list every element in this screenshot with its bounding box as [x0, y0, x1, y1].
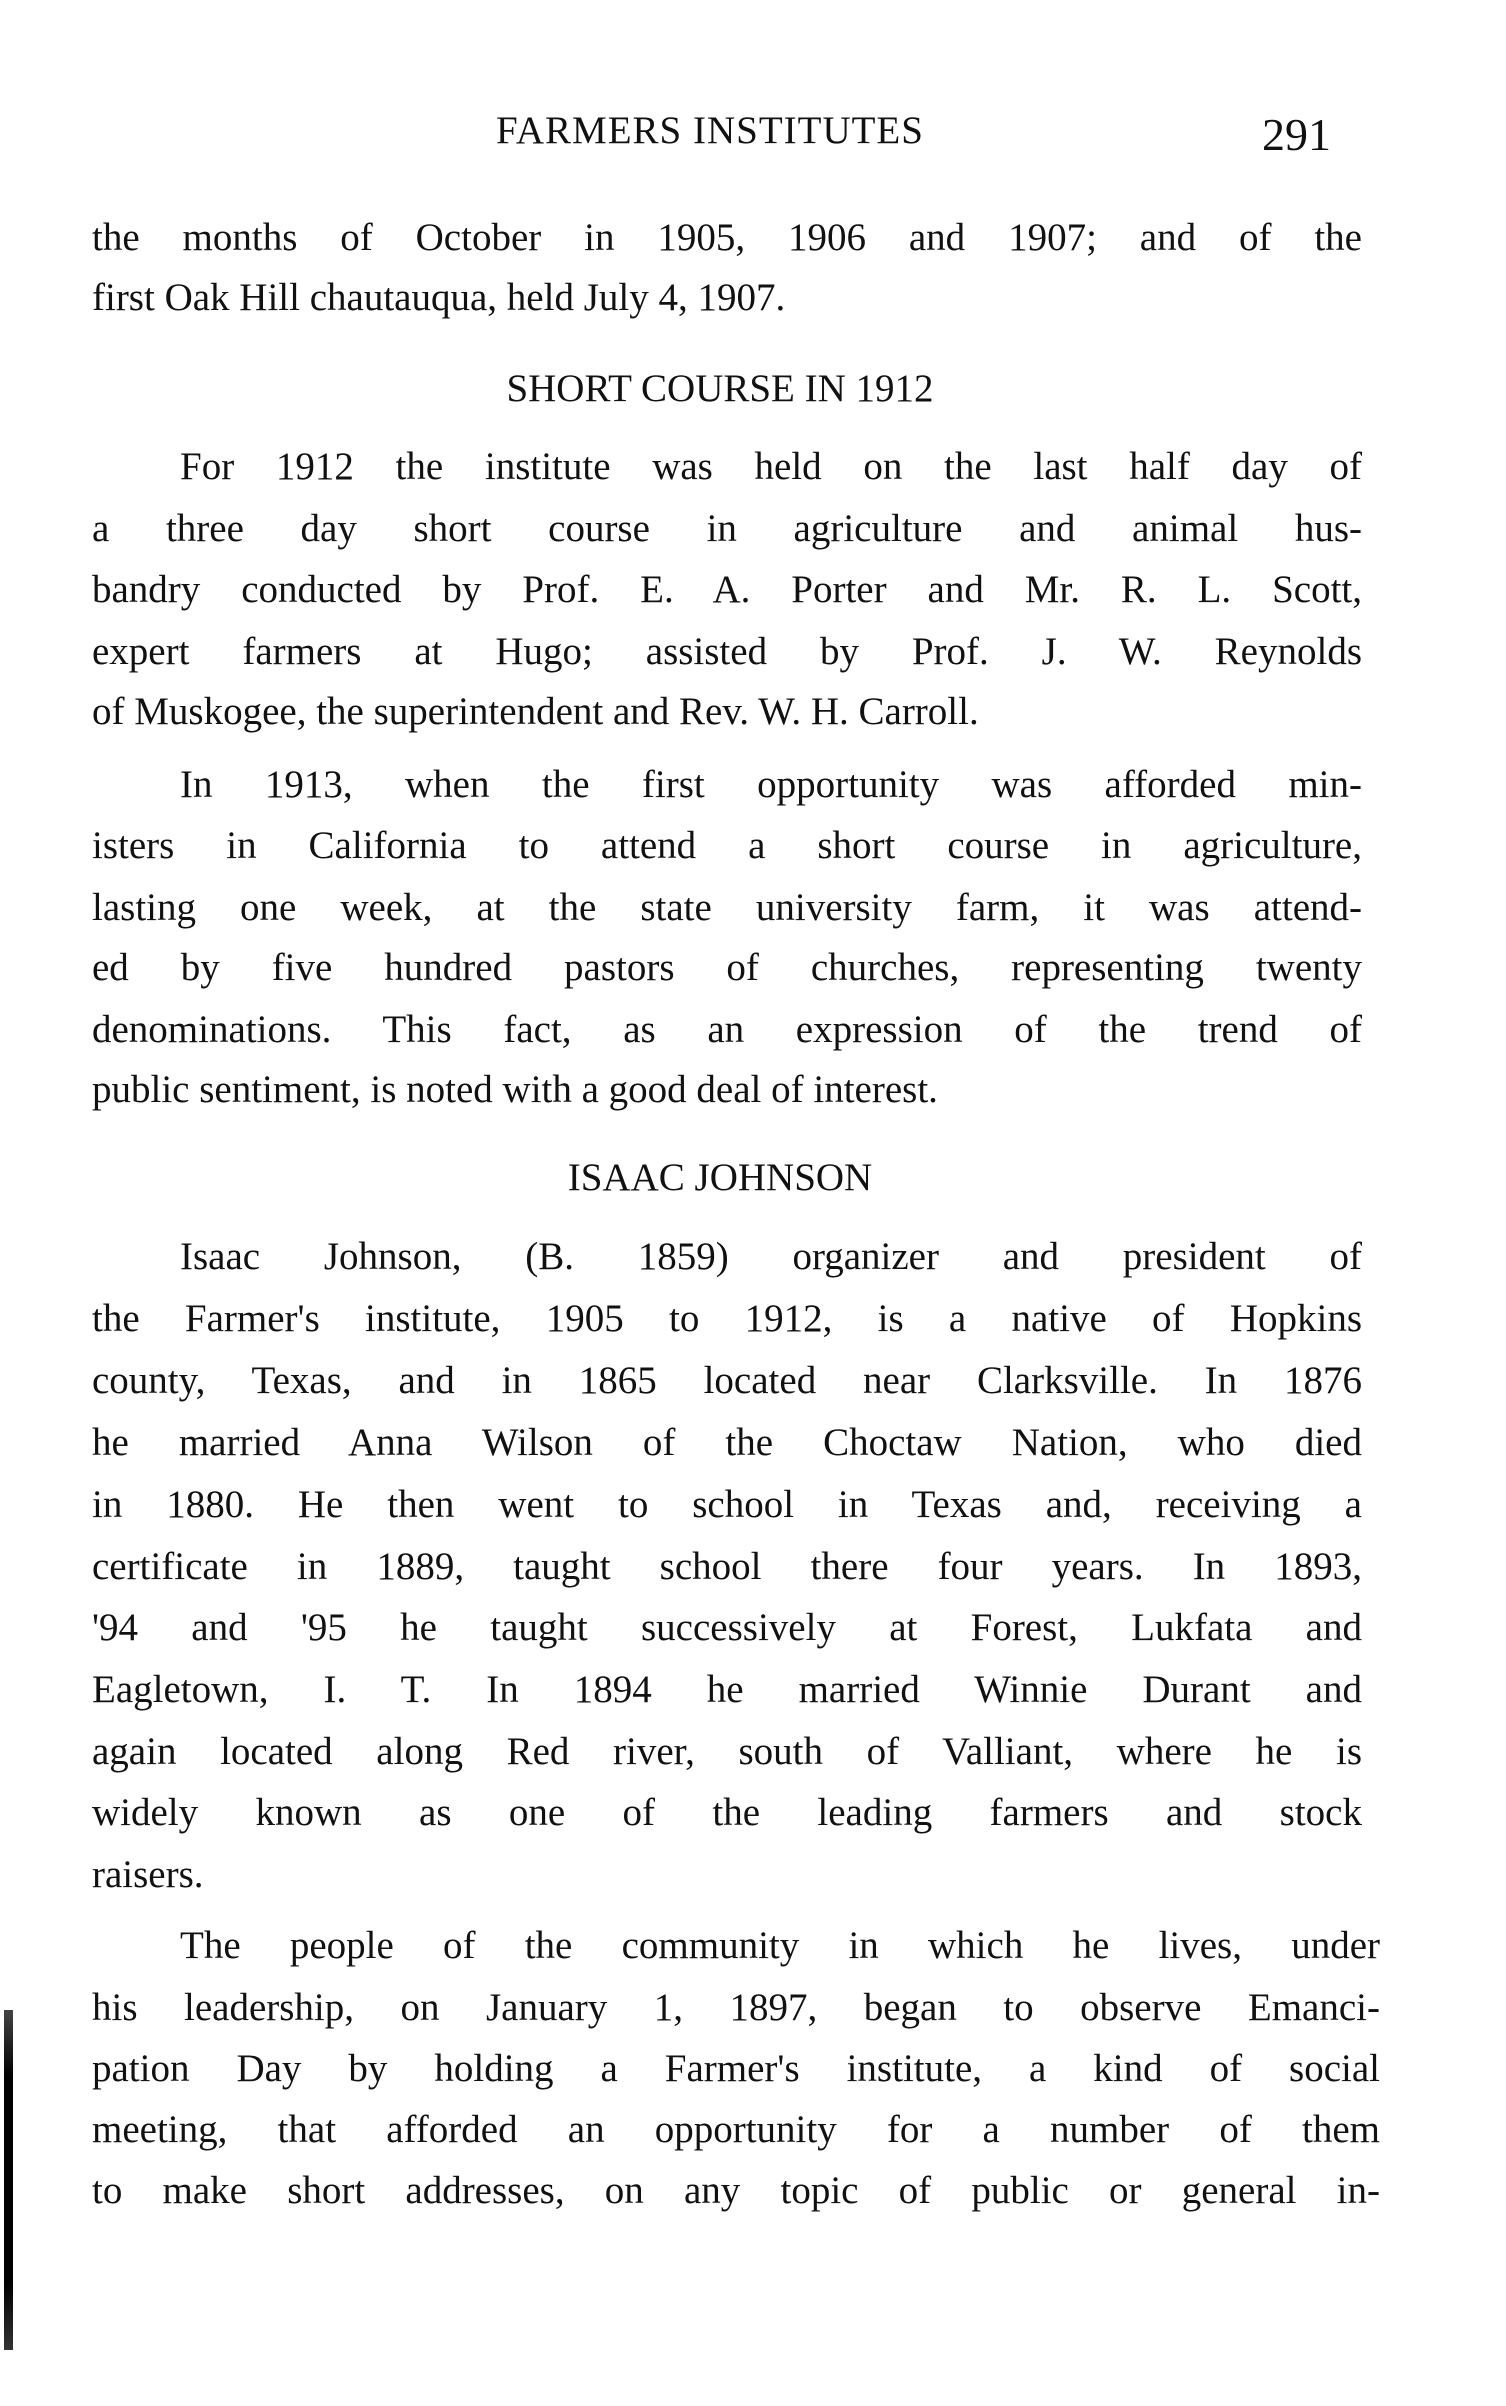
text-line: The people of the community in which he lives, under [180, 1924, 1380, 1967]
text-line: county, Texas, and in 1865 located near Clarksville. In 1876 [92, 1359, 1362, 1402]
text-line: bandry conducted by Prof. E. A. Porter and Mr. R. L. Scott, [92, 568, 1362, 611]
text-line: For 1912 the institute was held on the last half day of [180, 445, 1362, 488]
text-line: public sentiment, is noted with a good deal of interest. [92, 1068, 938, 1111]
running-title: FARMERS INSTITUTES [496, 109, 924, 152]
page-number: 291 [1262, 109, 1331, 160]
text-line: isters in California to attend a short course in agriculture, [92, 824, 1362, 867]
text-line: '94 and '95 he taught successively at Forest, Lukfata and [92, 1606, 1362, 1649]
text-line: he married Anna Wilson of the Choctaw Nation, who died [92, 1421, 1362, 1464]
section-heading: ISAAC JOHNSON [567, 1156, 873, 1199]
text-line: lasting one week, at the state university farm, it was attend- [92, 886, 1362, 929]
text-line: to make short addresses, on any topic of public or general in- [92, 2169, 1380, 2212]
text-line: the months of October in 1905, 1906 and 1907; and of the [92, 216, 1362, 259]
section-heading: SHORT COURSE IN 1912 [506, 367, 934, 410]
text-line: widely known as one of the leading farmers and stock [92, 1791, 1362, 1834]
running-head [0, 108, 1506, 164]
text-line: of Muskogee, the superintendent and Rev. W. H. Carroll. [92, 690, 979, 733]
text-line: the Farmer's institute, 1905 to 1912, is a native of Hopkins [92, 1297, 1362, 1340]
text-line: in 1880. He then went to school in Texas and, receiving a [92, 1483, 1362, 1526]
text-line: a three day short course in agriculture and animal hus- [92, 507, 1362, 550]
text-line: Isaac Johnson, (B. 1859) organizer and president of [180, 1235, 1362, 1278]
text-line: expert farmers at Hugo; assisted by Prof. J. W. Reynolds [92, 630, 1362, 673]
text-line: In 1913, when the first opportunity was afforded min- [180, 763, 1362, 806]
text-line: Eagletown, I. T. In 1894 he married Winnie Durant and [92, 1668, 1362, 1711]
text-line: denominations. This fact, as an expression of the trend of [92, 1008, 1362, 1051]
text-line: his leadership, on January 1, 1897, began to observe Emanci- [92, 1986, 1380, 2029]
text-line: first Oak Hill chautauqua, held July 4, 1907. [92, 276, 786, 319]
binding-edge-shadow [4, 2010, 13, 2350]
text-line: pation Day by holding a Farmer's institute, a kind of social [92, 2047, 1380, 2090]
text-line: meeting, that afforded an opportunity for a number of them [92, 2108, 1380, 2151]
text-line: certificate in 1889, taught school there four years. In 1893, [92, 1545, 1362, 1588]
text-line: again located along Red river, south of Valliant, where he is [92, 1730, 1362, 1773]
text-line: raisers. [92, 1853, 204, 1896]
text-line: ed by five hundred pastors of churches, representing twenty [92, 946, 1362, 989]
